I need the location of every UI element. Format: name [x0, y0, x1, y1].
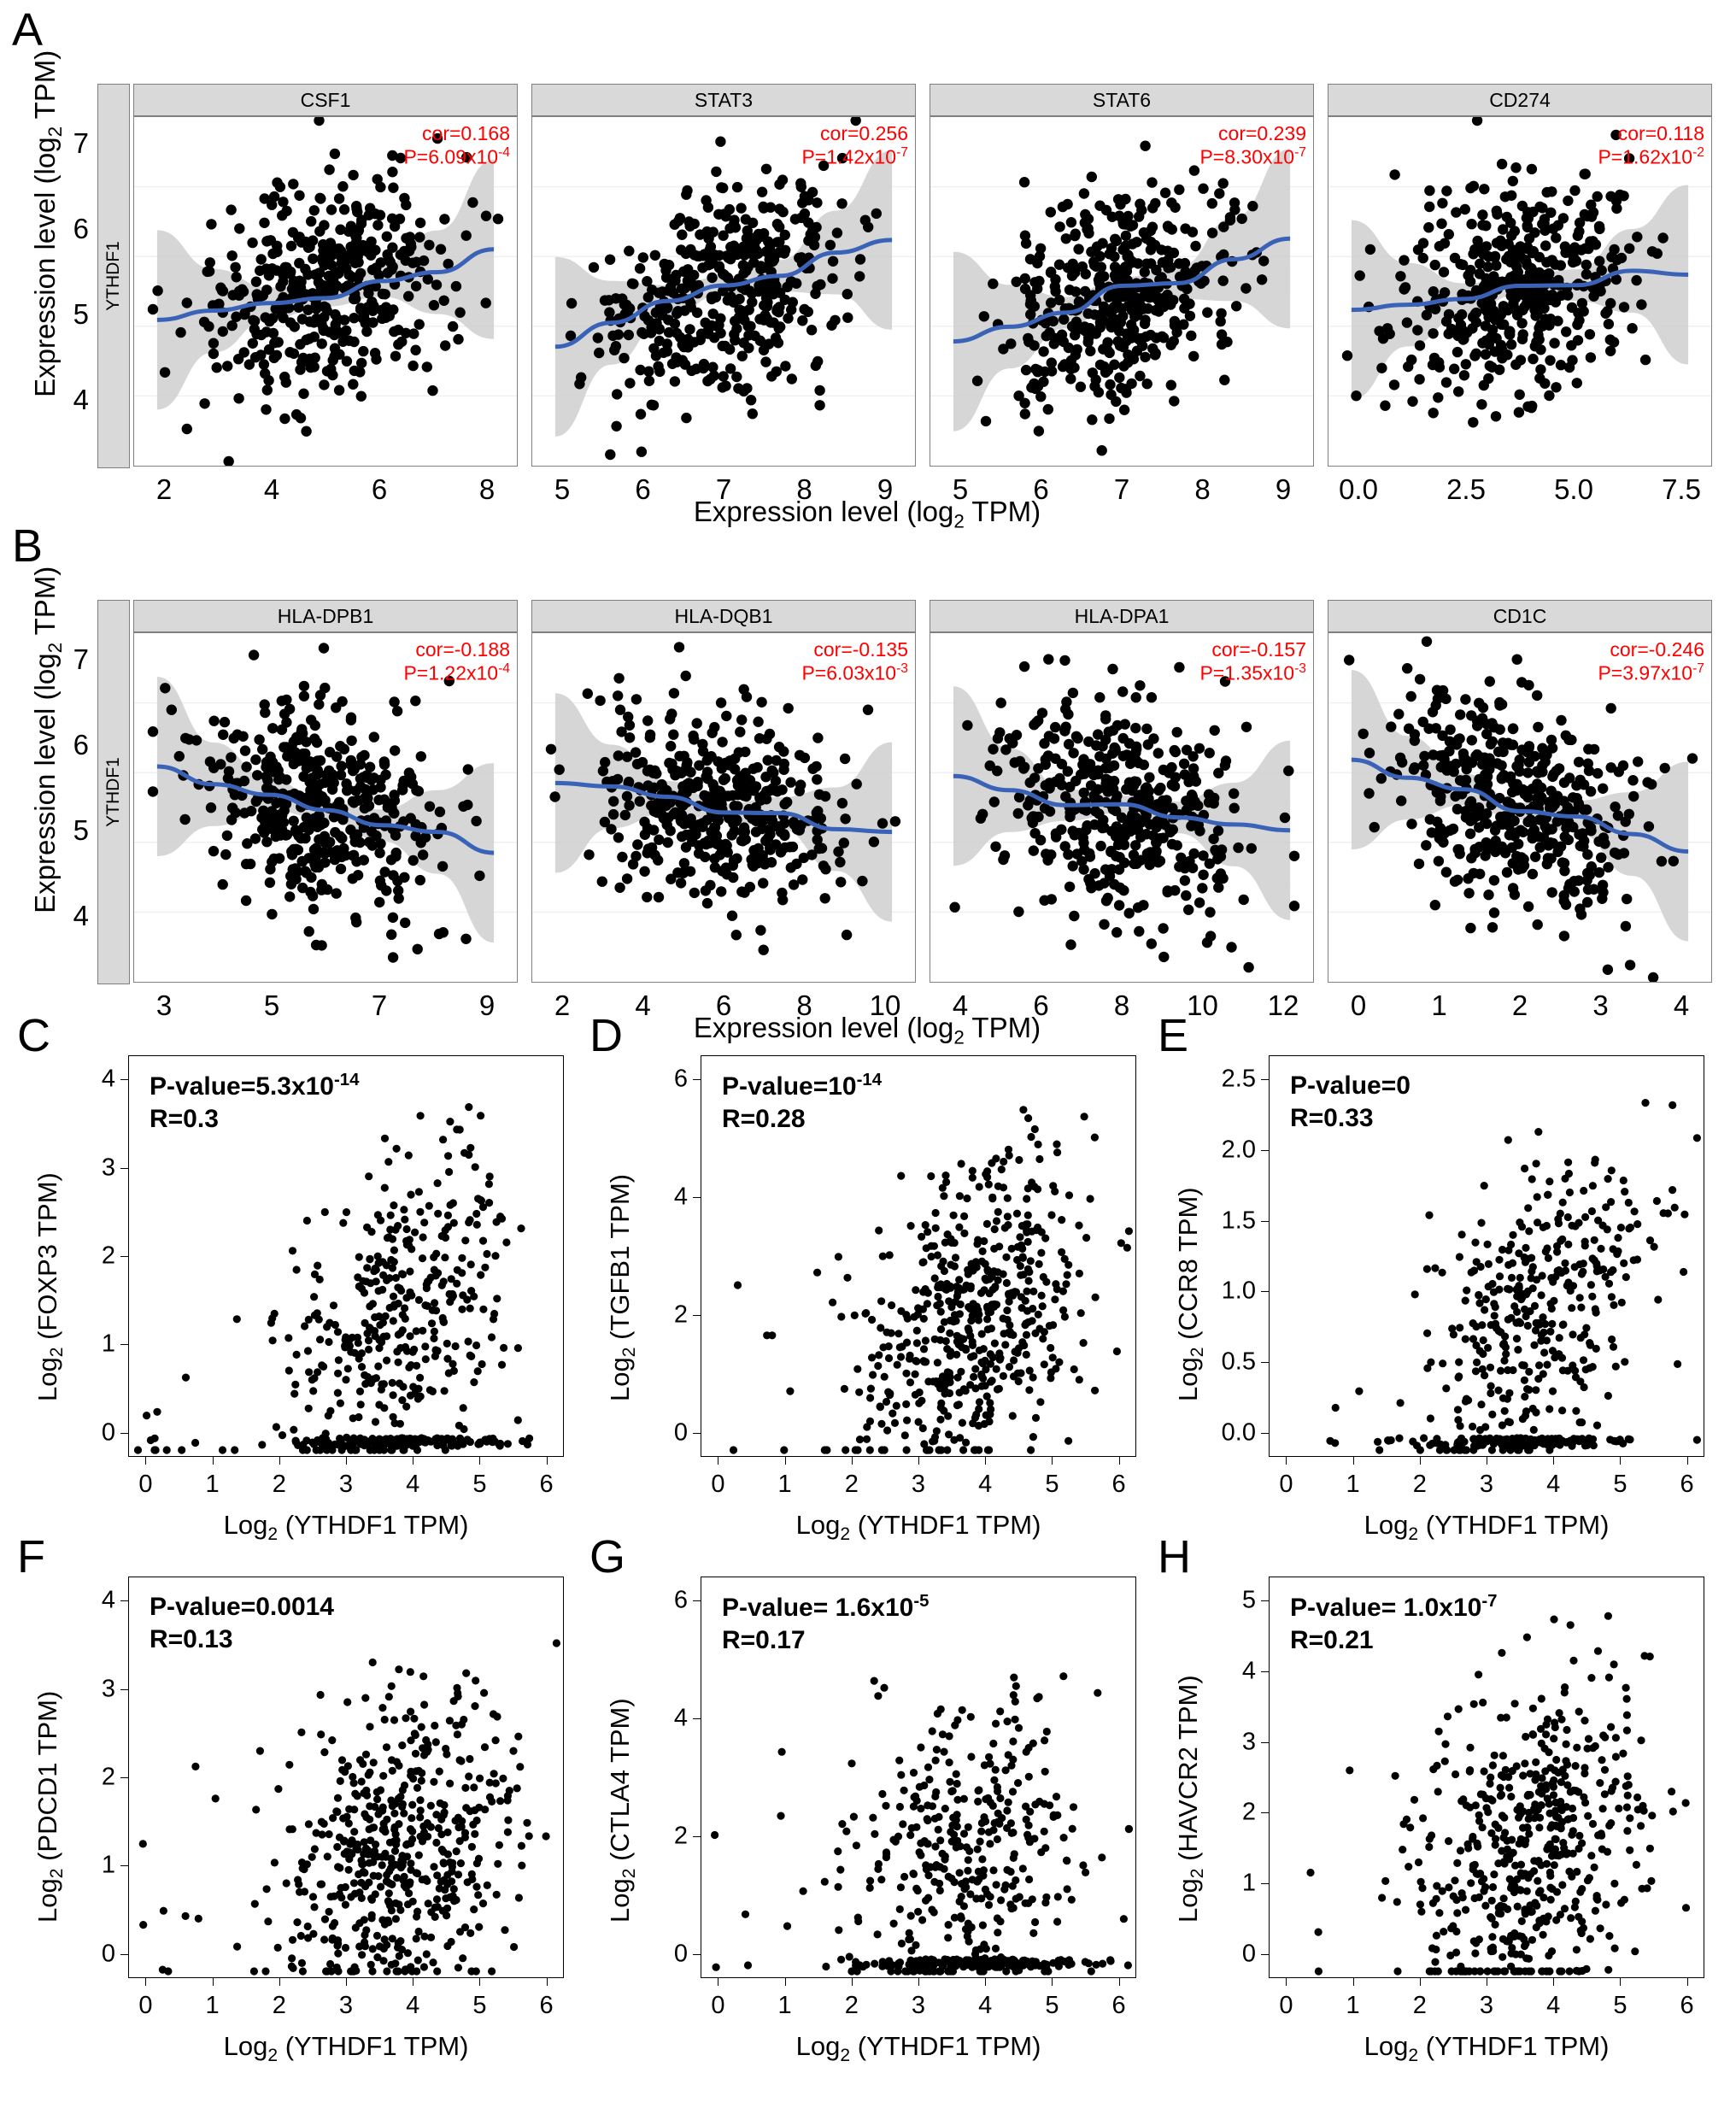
x-tick-mark	[1119, 1457, 1120, 1465]
panel-h	[1158, 1531, 1736, 2066]
plot-area	[701, 1055, 1136, 1457]
x-tick-mark	[145, 1978, 146, 1986]
facet-title: HLA-DPB1	[133, 600, 518, 632]
x-tick-label: 4	[635, 989, 651, 1021]
y-tick-mark	[1261, 1600, 1269, 1601]
x-tick-label: 6	[715, 989, 732, 1021]
x-tick-label: 0	[711, 1471, 725, 1498]
x-tick-mark	[785, 1978, 786, 1986]
stats-annotation	[722, 1070, 882, 1135]
r-value-label: R=0.17	[722, 1625, 806, 1654]
y-tick-label: 2	[101, 1763, 115, 1791]
x-tick-mark	[1052, 1457, 1053, 1465]
row-a-ylabel: Expression level ($\log_2$ TPM)	[29, 50, 66, 397]
y-tick-label: 0	[673, 1940, 688, 1968]
stats-annotation	[1290, 1070, 1410, 1134]
row-b-ylabel: Expression level ($\log_2$ TPM)	[29, 566, 66, 913]
x-tick-label: 8	[1194, 473, 1211, 505]
correlation-annotation	[801, 638, 908, 685]
y-axis-label: Log$_2$ (FOXP3 TPM)	[32, 1172, 67, 1401]
x-tick-label: 3	[1479, 1471, 1494, 1498]
x-tick-label: 6	[1033, 989, 1049, 1021]
x-tick-label: 6	[635, 473, 651, 505]
x-tick-label: 4	[406, 1992, 420, 2019]
x-tick-label: 2	[155, 473, 173, 505]
x-tick-mark	[479, 1457, 480, 1465]
x-tick-mark	[1687, 1457, 1688, 1465]
x-tick-mark	[1353, 1978, 1354, 1986]
y-tick-label: 7	[73, 127, 89, 159]
facet-title: STAT3	[531, 84, 916, 116]
x-axis-label: Log$_2$ (YTHDF1 TPM)	[1364, 1510, 1610, 1545]
correlation-annotation	[1598, 122, 1704, 169]
y-tick-mark	[120, 1689, 128, 1690]
y-tick-label: 3	[1241, 1728, 1256, 1756]
y-tick-label: 2.0	[1221, 1136, 1256, 1164]
x-tick-label: 8	[796, 473, 812, 505]
panel-b	[9, 550, 1726, 1048]
x-tick-label: 5	[554, 473, 571, 505]
y-tick-label: 3	[101, 1154, 115, 1182]
facet-plot-area	[930, 632, 1314, 983]
x-tick-label: 2	[844, 1992, 859, 2019]
x-tick-label: 8	[1113, 989, 1130, 1021]
x-tick-label: 3	[1592, 989, 1609, 1021]
y-tick-mark	[1261, 1362, 1269, 1363]
facet-title: CD274	[1328, 84, 1712, 116]
y-tick-mark	[1261, 1221, 1269, 1222]
facet-cd274	[1328, 84, 1712, 467]
x-tick-label: 2	[554, 989, 571, 1021]
x-tick-label: 7	[1113, 473, 1130, 505]
y-tick-mark	[693, 1718, 701, 1719]
cor-value: cor=-0.157	[1211, 638, 1306, 661]
x-tick-label: 2	[272, 1471, 286, 1498]
x-tick-mark	[1286, 1457, 1287, 1465]
x-tick-label: 1	[1431, 989, 1447, 1021]
x-tick-label: 6	[1111, 1992, 1126, 2019]
x-tick-mark	[1687, 1978, 1688, 1986]
x-tick-mark	[547, 1978, 548, 1986]
y-tick-mark	[693, 1315, 701, 1316]
y-tick-mark	[120, 1777, 128, 1778]
y-tick-mark	[120, 1433, 128, 1434]
x-tick-label: 3	[1479, 1992, 1494, 2019]
correlation-annotation	[801, 122, 908, 169]
x-tick-mark	[346, 1457, 347, 1465]
y-tick-label: 4	[101, 1586, 115, 1614]
x-tick-mark	[1620, 1978, 1621, 1986]
y-tick-mark	[1261, 1812, 1269, 1813]
stats-annotation	[722, 1591, 929, 1656]
x-tick-mark	[213, 1978, 214, 1986]
y-tick-mark	[120, 1079, 128, 1080]
y-tick-mark	[120, 1344, 128, 1345]
correlation-annotation	[1199, 122, 1306, 169]
x-tick-label: 0	[1350, 989, 1367, 1021]
x-tick-label: 9	[478, 989, 496, 1021]
y-tick-mark	[693, 1836, 701, 1837]
cor-value: cor=-0.246	[1610, 638, 1704, 661]
y-tick-label: 6	[673, 1065, 688, 1093]
p-value: $P=1.42x10^{-7}$	[801, 145, 908, 168]
x-tick-label: 6	[371, 473, 388, 505]
x-tick-label: 9	[877, 473, 894, 505]
plot-area	[701, 1577, 1136, 1978]
x-tick-mark	[985, 1457, 986, 1465]
x-tick-label: 1	[777, 1471, 792, 1498]
x-tick-label: 1	[1346, 1992, 1360, 2019]
p-value: $P=6.03x10^{-3}$	[801, 661, 908, 684]
r-value-label: R=0.3	[150, 1104, 219, 1133]
x-tick-label: 3	[338, 1992, 354, 2019]
plot-area	[128, 1577, 564, 1978]
facet-plot-area	[531, 632, 916, 983]
x-tick-label: 5	[472, 1992, 487, 2019]
y-tick-label: 3	[101, 1675, 115, 1703]
x-tick-mark	[852, 1457, 853, 1465]
x-tick-mark	[785, 1457, 786, 1465]
x-tick-label: 10	[869, 989, 901, 1021]
x-tick-label: 8	[796, 989, 812, 1021]
x-tick-mark	[1286, 1978, 1287, 1986]
y-tick-mark	[1261, 1433, 1269, 1434]
x-tick-label: 4	[1673, 989, 1690, 1021]
panel-g	[589, 1531, 1170, 2066]
x-tick-label: 0	[138, 1471, 153, 1498]
p-value-label: P-value=0.0014	[150, 1593, 334, 1621]
x-tick-mark	[918, 1978, 919, 1986]
x-tick-label: 7	[371, 989, 388, 1021]
x-tick-label: 3	[911, 1471, 926, 1498]
x-tick-label: 6	[1680, 1471, 1694, 1498]
y-tick-label: 0	[673, 1418, 688, 1447]
row-b-strip-ythdf1: YTHDF1	[97, 600, 130, 984]
y-tick-mark	[1261, 1883, 1269, 1884]
row-a-strip-ythdf1: YTHDF1	[97, 84, 130, 468]
x-tick-label: 1	[205, 1471, 220, 1498]
stats-annotation	[1290, 1591, 1497, 1656]
p-value-label: $P-value=10^{-14}$	[722, 1071, 883, 1101]
y-axis-label: Log$_2$ (HAVCR2 TPM)	[1173, 1675, 1208, 1923]
x-tick-mark	[213, 1457, 214, 1465]
r-value-label: R=0.33	[1290, 1103, 1374, 1132]
facet-plot-area	[133, 116, 518, 467]
y-tick-label: 1	[101, 1851, 115, 1879]
x-tick-mark	[852, 1978, 853, 1986]
x-tick-mark	[1119, 1978, 1120, 1986]
x-tick-label: 4	[263, 473, 280, 505]
y-axis-label: Log$_2$ (CTLA4 TPM)	[605, 1698, 640, 1923]
row-b-y-ticks	[55, 584, 94, 943]
x-tick-label: 6	[1680, 1992, 1694, 2019]
x-tick-label: 4	[406, 1471, 420, 1498]
y-tick-label: 0.5	[1221, 1348, 1256, 1376]
x-axis-label: Log$_2$ (YTHDF1 TPM)	[795, 2031, 1041, 2066]
row-a-xlabel: Expression level ($\log_2$ TPM)	[693, 496, 1041, 532]
panel-letter-f: F	[17, 1531, 45, 1582]
x-tick-mark	[279, 1978, 280, 1986]
stats-annotation	[150, 1591, 334, 1655]
y-tick-label: 1.5	[1221, 1207, 1256, 1235]
x-tick-label: 5	[1613, 1471, 1628, 1498]
y-tick-mark	[120, 1865, 128, 1866]
y-tick-mark	[120, 1600, 128, 1601]
x-tick-label: 5	[952, 473, 969, 505]
x-tick-mark	[1353, 1457, 1354, 1465]
facet-cd1c	[1328, 600, 1712, 983]
y-tick-mark	[120, 1168, 128, 1169]
x-tick-mark	[279, 1457, 280, 1465]
facet-stat3	[531, 84, 916, 467]
facet-plot-area	[1328, 632, 1712, 983]
x-tick-label: 2	[1412, 1992, 1427, 2019]
x-tick-mark	[1052, 1978, 1053, 1986]
panel-c	[17, 1010, 598, 1545]
x-tick-label: 2.5	[1446, 473, 1486, 505]
panel-letter-g: G	[589, 1531, 626, 1582]
y-tick-label: 2	[673, 1822, 688, 1850]
y-tick-mark	[1261, 1742, 1269, 1743]
x-tick-label: 4	[1546, 1992, 1561, 2019]
facet-plot-area	[1328, 116, 1712, 467]
y-tick-label: 4	[101, 1065, 115, 1093]
p-value-label: P-value=0	[1290, 1072, 1410, 1100]
x-tick-mark	[985, 1978, 986, 1986]
correlation-annotation	[1598, 638, 1704, 685]
p-value: $P=3.97x10^{-7}$	[1598, 661, 1704, 684]
p-value-label: P-value= $1.6x10^{-5}$	[722, 1592, 930, 1622]
panel-letter-e: E	[1158, 1010, 1189, 1061]
x-tick-label: 5	[263, 989, 280, 1021]
x-tick-label: 2	[844, 1471, 859, 1498]
x-tick-label: 2	[1511, 989, 1528, 1021]
cor-value: cor=0.118	[1617, 122, 1704, 144]
x-tick-label: 4	[1546, 1471, 1561, 1498]
y-tick-label: 1	[1241, 1869, 1256, 1897]
x-tick-label: 5	[1045, 1471, 1059, 1498]
x-tick-label: 7.5	[1662, 473, 1701, 505]
p-value: $P=8.30x10^{-7}$	[1199, 145, 1306, 168]
x-tick-label: 4	[978, 1471, 993, 1498]
x-tick-label: 3	[911, 1992, 926, 2019]
panel-d	[589, 1010, 1170, 1545]
x-tick-label: 5	[1045, 1992, 1059, 2019]
x-tick-label: 3	[155, 989, 173, 1021]
y-tick-label: 4	[73, 900, 89, 931]
r-value-label: R=0.13	[150, 1624, 233, 1653]
x-tick-label: 0	[1279, 1471, 1293, 1498]
facet-hla-dpb1	[133, 600, 518, 983]
r-value-label: R=0.28	[722, 1104, 806, 1133]
panel-letter-d: D	[589, 1010, 623, 1061]
x-tick-mark	[1620, 1457, 1621, 1465]
x-tick-label: 6	[1111, 1471, 1126, 1498]
x-axis-label: Log$_2$ (YTHDF1 TPM)	[1364, 2031, 1610, 2066]
cor-value: cor=-0.135	[813, 638, 908, 661]
y-tick-label: 0	[101, 1940, 115, 1968]
y-tick-label: 4	[73, 384, 89, 415]
correlation-annotation	[403, 122, 510, 169]
x-tick-label: 12	[1267, 989, 1299, 1021]
x-tick-mark	[1420, 1457, 1421, 1465]
y-tick-label: 6	[73, 213, 89, 244]
cor-value: cor=0.239	[1218, 122, 1306, 144]
r-value-label: R=0.21	[1290, 1625, 1374, 1654]
y-tick-label: 4	[673, 1183, 688, 1211]
plot-area	[1269, 1577, 1704, 1978]
x-axis-label: Log$_2$ (YTHDF1 TPM)	[223, 2031, 469, 2066]
x-tick-label: 0.0	[1339, 473, 1378, 505]
x-tick-label: 5.0	[1554, 473, 1593, 505]
panel-letter-c: C	[17, 1010, 50, 1061]
facet-stat6	[930, 84, 1314, 467]
x-tick-mark	[346, 1978, 347, 1986]
y-tick-mark	[1261, 1954, 1269, 1955]
y-tick-mark	[693, 1600, 701, 1601]
panel-e	[1158, 1010, 1736, 1545]
x-axis-label: Log$_2$ (YTHDF1 TPM)	[223, 1510, 469, 1545]
cor-value: cor=0.256	[820, 122, 908, 144]
facet-title: HLA-DPA1	[930, 600, 1314, 632]
y-tick-label: 5	[73, 298, 89, 330]
y-tick-mark	[693, 1954, 701, 1955]
x-tick-mark	[1553, 1978, 1554, 1986]
x-tick-label: 2	[1412, 1471, 1427, 1498]
facet-plot-area	[930, 116, 1314, 467]
cor-value: cor=-0.188	[415, 638, 510, 661]
x-tick-label: 0	[1279, 1992, 1293, 2019]
y-tick-label: 0	[101, 1418, 115, 1447]
p-value: $P=6.09x10^{-4}$	[403, 145, 510, 168]
y-tick-mark	[1261, 1079, 1269, 1080]
facet-plot-area	[531, 116, 916, 467]
y-tick-label: 7	[73, 643, 89, 675]
x-tick-label: 10	[1187, 989, 1218, 1021]
panel-f	[17, 1531, 598, 2066]
y-tick-label: 4	[673, 1704, 688, 1732]
x-tick-mark	[1553, 1457, 1554, 1465]
y-tick-label: 0.0	[1221, 1418, 1256, 1447]
y-tick-mark	[120, 1954, 128, 1955]
x-tick-label: 6	[539, 1992, 554, 2019]
y-tick-label: 2	[673, 1301, 688, 1329]
p-value-label: $P-value=5.3x10^{-14}$	[150, 1071, 360, 1101]
x-tick-label: 5	[1613, 1992, 1628, 2019]
y-tick-mark	[693, 1197, 701, 1198]
y-tick-label: 6	[673, 1586, 688, 1614]
y-tick-mark	[1261, 1291, 1269, 1292]
panel-a	[9, 34, 1726, 532]
panel-letter-a: A	[12, 4, 44, 56]
y-axis-label: Log$_2$ (TGFB1 TPM)	[605, 1173, 640, 1401]
facet-title: CSF1	[133, 84, 518, 116]
y-tick-mark	[1261, 1150, 1269, 1151]
facet-csf1	[133, 84, 518, 467]
cor-value: cor=0.168	[422, 122, 510, 144]
x-tick-mark	[547, 1457, 548, 1465]
y-tick-label: 4	[1241, 1657, 1256, 1685]
y-tick-label: 0	[1241, 1940, 1256, 1968]
x-tick-label: 6	[539, 1471, 554, 1498]
x-tick-label: 0	[138, 1992, 153, 2019]
x-tick-label: 2	[272, 1992, 286, 2019]
plot-area	[128, 1055, 564, 1457]
facet-hla-dpa1	[930, 600, 1314, 983]
facet-title: CD1C	[1328, 600, 1712, 632]
facet-plot-area	[133, 632, 518, 983]
facet-hla-dqb1	[531, 600, 916, 983]
y-tick-label: 1	[101, 1330, 115, 1358]
panel-letter-h: H	[1158, 1531, 1191, 1582]
x-tick-label: 1	[777, 1992, 792, 2019]
correlation-annotation	[403, 638, 510, 685]
y-tick-label: 2.5	[1221, 1065, 1256, 1093]
x-tick-mark	[1420, 1978, 1421, 1986]
facet-title: HLA-DQB1	[531, 600, 916, 632]
x-tick-label: 8	[478, 473, 496, 505]
p-value: $P=1.22x10^{-4}$	[403, 661, 510, 684]
y-tick-label: 6	[73, 729, 89, 760]
x-tick-label: 4	[952, 989, 969, 1021]
x-tick-label: 9	[1275, 473, 1292, 505]
facet-title: STAT6	[930, 84, 1314, 116]
y-tick-label: 5	[1241, 1586, 1256, 1614]
x-axis-label: Log$_2$ (YTHDF1 TPM)	[795, 1510, 1041, 1545]
y-tick-mark	[693, 1433, 701, 1434]
x-tick-label: 1	[1346, 1471, 1360, 1498]
y-tick-mark	[1261, 1671, 1269, 1672]
y-tick-mark	[120, 1256, 128, 1257]
x-tick-label: 4	[978, 1992, 993, 2019]
x-tick-mark	[479, 1978, 480, 1986]
x-tick-label: 1	[205, 1992, 220, 2019]
plot-area	[1269, 1055, 1704, 1457]
x-tick-label: 0	[711, 1992, 725, 2019]
y-tick-label: 2	[1241, 1798, 1256, 1826]
correlation-annotation	[1199, 638, 1306, 685]
x-tick-label: 3	[338, 1471, 354, 1498]
x-tick-label: 6	[1033, 473, 1049, 505]
p-value: $P=1.35x10^{-3}$	[1199, 661, 1306, 684]
y-tick-label: 5	[73, 814, 89, 846]
x-tick-label: 7	[715, 473, 732, 505]
panel-letter-b: B	[12, 520, 44, 572]
stats-annotation	[150, 1070, 359, 1135]
y-tick-mark	[693, 1079, 701, 1080]
y-axis-label: Log$_2$ (PDCD1 TPM)	[32, 1690, 67, 1923]
x-tick-label: 5	[472, 1471, 487, 1498]
row-a-y-ticks	[55, 68, 94, 427]
x-tick-mark	[918, 1457, 919, 1465]
y-tick-label: 2	[101, 1242, 115, 1270]
y-axis-label: Log$_2$ (CCR8 TPM)	[1173, 1187, 1208, 1401]
p-value-label: P-value= $1.0x10^{-7}$	[1290, 1592, 1498, 1622]
y-tick-label: 1.0	[1221, 1277, 1256, 1305]
x-tick-mark	[145, 1457, 146, 1465]
row-b-xlabel: Expression level ($\log_2$ TPM)	[693, 1012, 1041, 1048]
p-value: $P=1.62x10^{-2}$	[1598, 145, 1704, 168]
